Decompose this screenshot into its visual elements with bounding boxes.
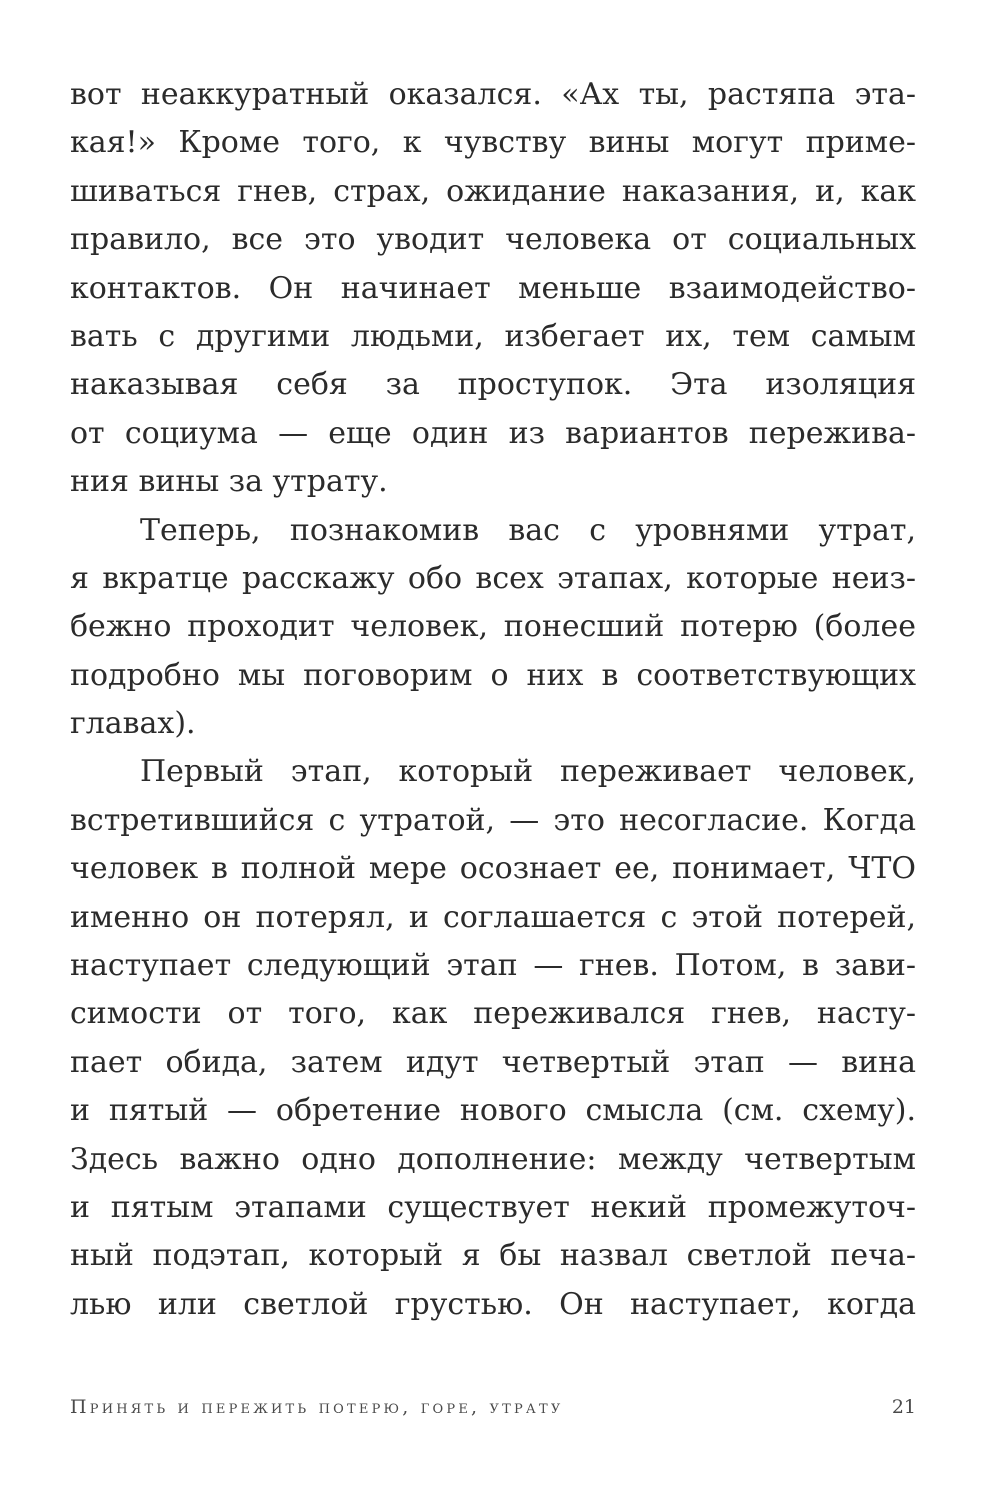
text-line: человек в полной мере осознает ее, понимает, ЧТО: [70, 851, 916, 887]
text-line: пает обида, затем идут четвертый этап — вина: [70, 1044, 916, 1080]
text-line: встретившийся с утратой, — это несогласие. Когда: [70, 802, 916, 838]
text-line: Первый этап, который переживает человек,: [140, 754, 916, 790]
page-footer: [70, 1392, 916, 1422]
paragraph: [70, 748, 916, 1329]
text-line: лью или светлой грустью. Он наступает, когда: [70, 1286, 916, 1322]
page-number: 21: [891, 1396, 916, 1418]
text-line: правило, все это уводит человека от социальных: [70, 222, 916, 258]
text-line: наступает следующий этап — гнев. Потом, в зави-: [70, 948, 916, 984]
text-line: кая!» Кроме того, к чувству вины могут приме-: [70, 125, 916, 161]
text-line: ния вины за утрату.: [70, 464, 388, 500]
text-line: подробно мы поговорим о них в соответствующих: [70, 657, 916, 693]
paragraph: [70, 71, 916, 507]
text-line: главах).: [70, 706, 196, 742]
body-text: [70, 71, 916, 1329]
text-line: бежно проходит человек, понесший потерю (более: [70, 609, 916, 645]
text-line: и пятый — обретение нового смысла (см. схему).: [70, 1093, 916, 1129]
text-line: и пятым этапами существует некий промежуточ-: [70, 1189, 916, 1225]
text-line: я вкратце расскажу обо всех этапах, которые неиз-: [70, 560, 916, 596]
text-line: ный подэтап, который я бы назвал светлой печа-: [70, 1238, 916, 1274]
text-line: вот неаккуратный оказался. «Ах ты, растяпа эта-: [70, 77, 916, 112]
running-title: Принять и пережить потерю, горе, утрату: [70, 1396, 564, 1418]
text-line: вать с другими людьми, избегает их, тем самым: [70, 318, 916, 354]
text-line: контактов. Он начинает меньше взаимодейство-: [70, 270, 916, 306]
text-line: от социума — еще один из вариантов пережива-: [70, 415, 916, 451]
paragraph: [70, 507, 916, 749]
text-line: Здесь важно одно дополнение: между четвертым: [70, 1141, 916, 1177]
text-line: симости от того, как переживался гнев, насту-: [70, 996, 916, 1032]
text-line: наказывая себя за проступок. Эта изоляция: [70, 367, 916, 403]
text-line: Теперь, познакомив вас с уровнями утрат,: [140, 512, 916, 548]
text-line: шиваться гнев, страх, ожидание наказания, и, как: [70, 173, 916, 209]
text-line: именно он потерял, и соглашается с этой потерей,: [70, 899, 916, 935]
